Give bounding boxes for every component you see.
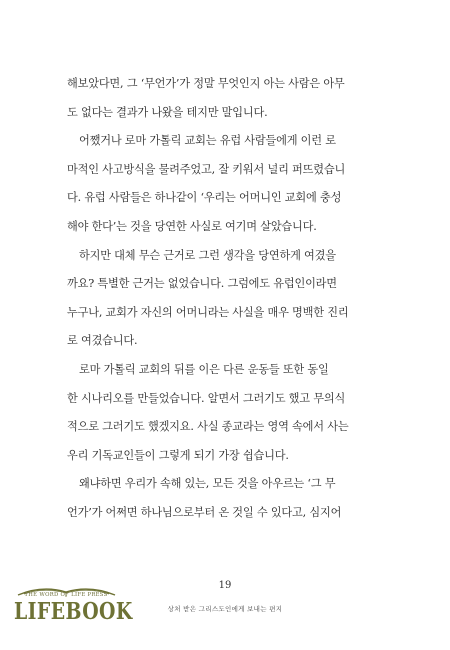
- text-line: 로마 가톨릭 교회의 뒤를 이은 다른 운동들 또한 동일: [79, 362, 329, 376]
- text-line: 우리 기독교인들이 그렇게 되기 가장 쉽습니다.: [67, 448, 289, 462]
- text-line: 언가’가 어쩌면 하나님으로부터 온 것일 수 있다고, 심지어: [67, 505, 342, 519]
- text-line: 한 시나리오를 만들었습니다. 알면서 그러기도 했고 무의식: [67, 391, 346, 405]
- publisher-name: THE WORD OF LIFE PRESS: [24, 592, 108, 598]
- text-line: 로 여겼습니다.: [67, 334, 138, 348]
- text-line: 누구나, 교회가 자신의 어머니라는 사실을 매우 명백한 진리: [67, 305, 349, 319]
- page-number: 19: [218, 580, 232, 591]
- logo-wordmark: LIFEBOOK: [14, 598, 133, 625]
- text-line: 적으로 그러기도 했겠지요. 사실 종교라는 영역 속에서 사는: [67, 420, 349, 434]
- text-line: 해야 한다’는 것을 당연한 사실로 여기며 살았습니다.: [67, 219, 317, 233]
- text-line: 해보았다면, 그 ‘무언가’가 정말 무엇인지 아는 사람은 아무: [67, 77, 345, 90]
- text-line: 어쨌거나 로마 가톨릭 교회는 유럽 사람들에게 이런 로: [79, 134, 336, 148]
- running-footer-title: 상처 받은 그리스도인에게 보내는 편지: [167, 605, 283, 613]
- paragraph-4: [67, 356, 382, 470]
- text-line: 다. 유럽 사람들은 하나같이 ‘우리는 어머니인 교회에 충성: [67, 191, 342, 205]
- paragraph-2: [67, 127, 382, 241]
- paragraph-5: [67, 470, 382, 527]
- body-text: [67, 70, 382, 528]
- text-line: 도 없다는 결과가 나왔을 테지만 말입니다.: [67, 105, 268, 119]
- text-line: 까요? 특별한 근거는 없었습니다. 그럼에도 유럽인이라면: [67, 277, 337, 291]
- text-line: 마적인 사고방식을 물려주었고, 잘 키워서 널리 퍼뜨렸습니: [67, 162, 346, 176]
- paragraph-3: [67, 242, 382, 356]
- text-line: 하지만 대체 무슨 근거로 그런 생각을 당연하게 여겼을: [79, 248, 336, 262]
- paragraph-1: [67, 70, 382, 127]
- text-line: 왜냐하면 우리가 속해 있는, 모든 것을 아우르는 ‘그 무: [79, 477, 336, 491]
